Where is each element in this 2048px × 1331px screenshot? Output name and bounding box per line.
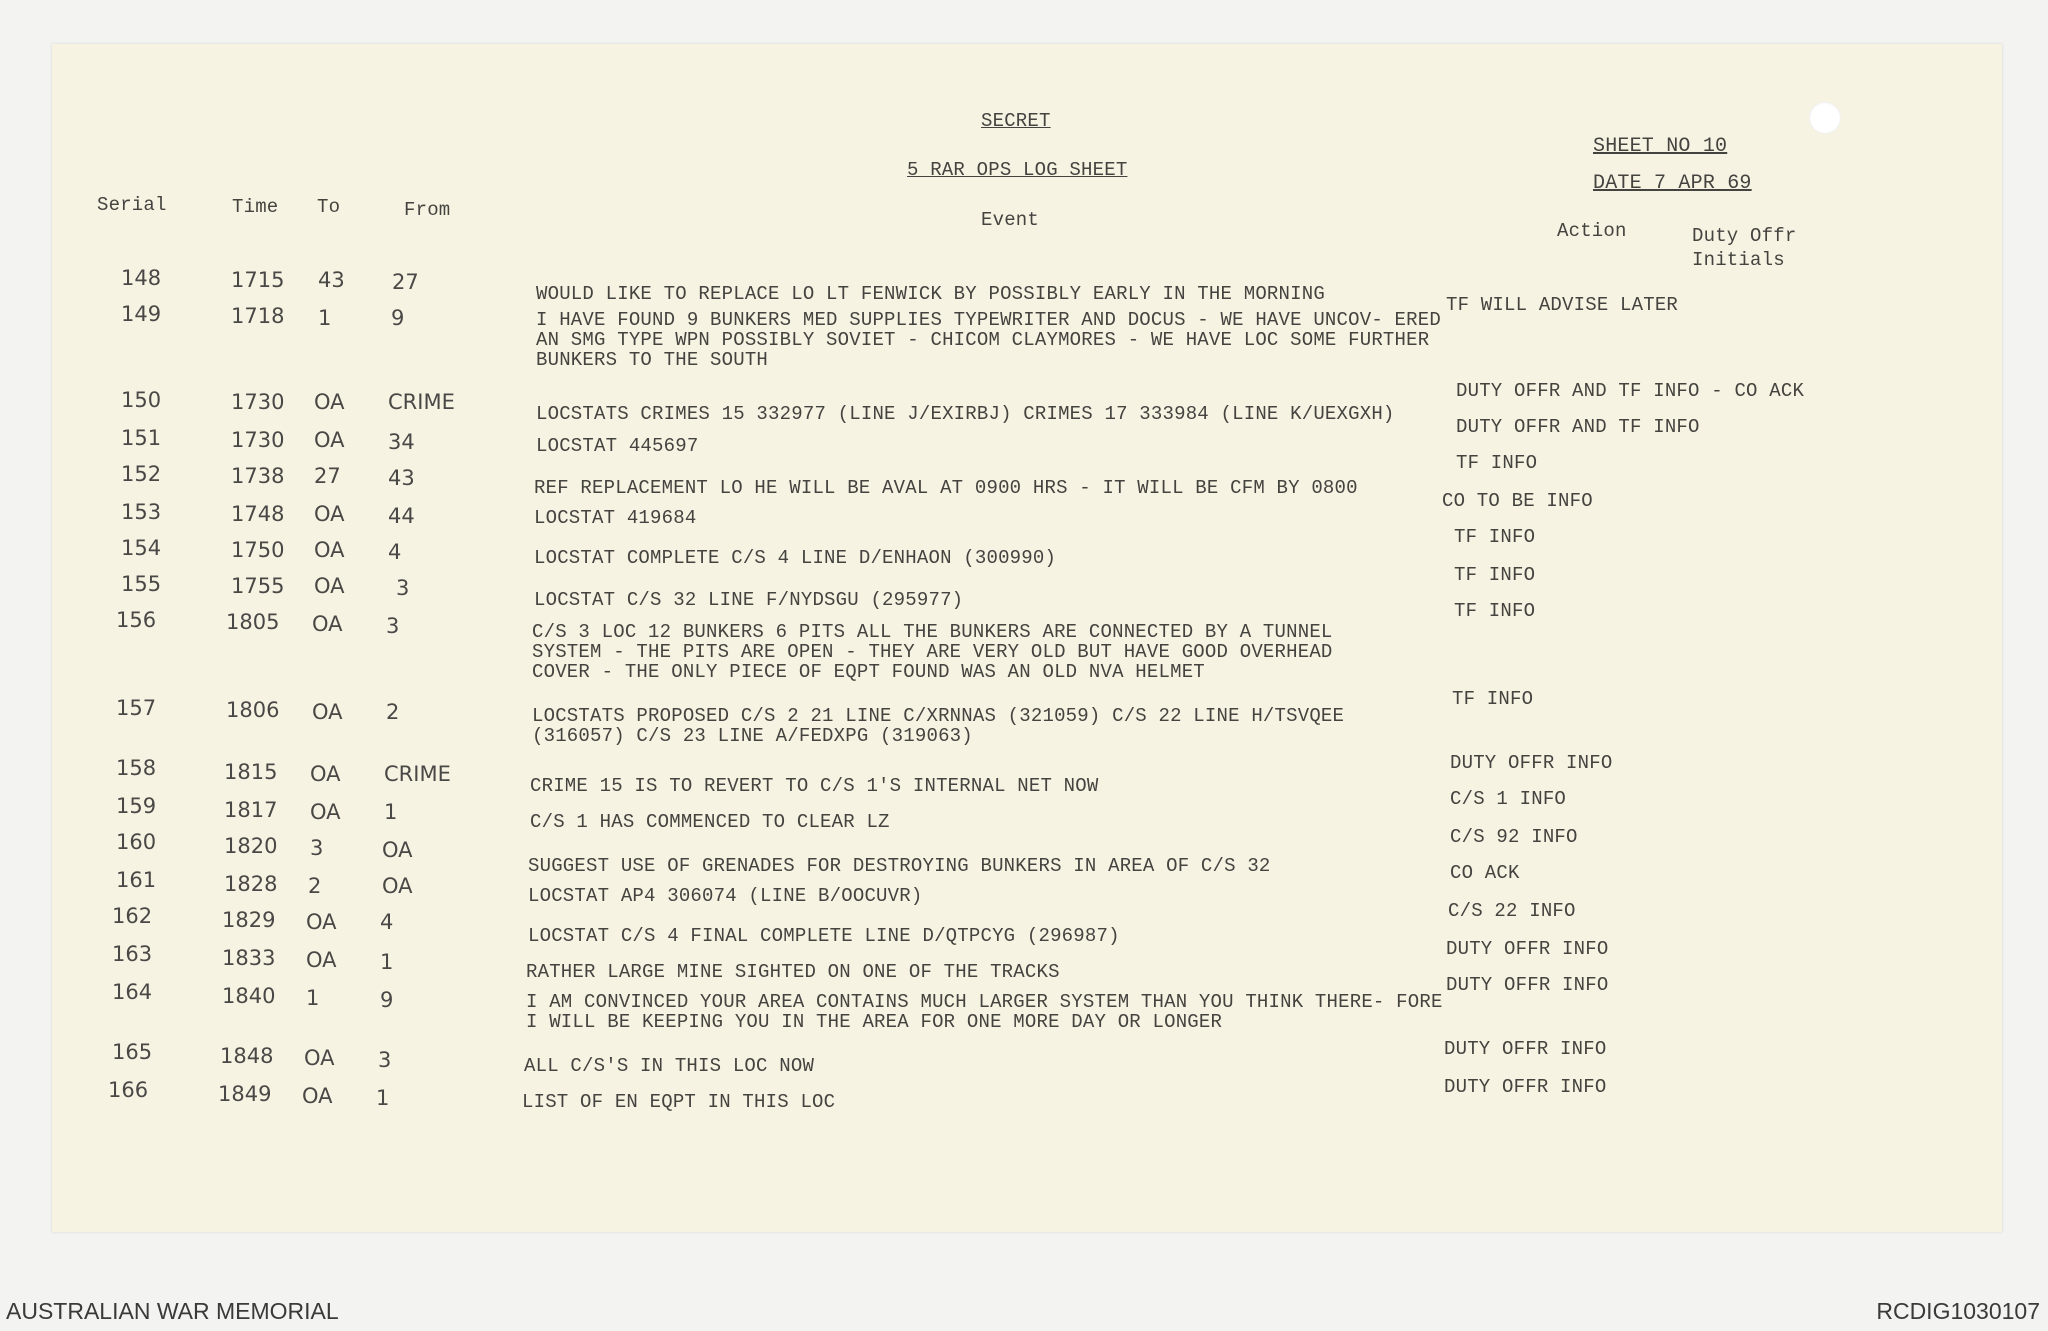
to-cell: 43 bbox=[318, 268, 345, 292]
action-cell: DUTY OFFR AND TF INFO - CO ACK bbox=[1456, 380, 1805, 402]
event-cell: C/S 3 LOC 12 BUNKERS 6 PITS ALL THE BUNKERS ARE CONNECTED BY A TUNNEL SYSTEM - THE PITS ARE OPEN - THEY ARE VERY OLD BUT HAVE GOOD OVERHEAD COVER - THE ONLY PIECE OF EQPT FOUND WAS AN OLD NVA HELMET bbox=[532, 621, 1333, 683]
from-cell: 4 bbox=[380, 910, 394, 934]
to-cell: OA bbox=[314, 574, 345, 598]
column-header-to: To bbox=[317, 196, 341, 218]
serial-cell: 166 bbox=[108, 1078, 149, 1102]
event-cell: CRIME 15 IS TO REVERT TO C/S 1'S INTERNAL NET NOW bbox=[530, 775, 1099, 797]
serial-cell: 157 bbox=[116, 696, 157, 720]
action-cell: CO TO BE INFO bbox=[1442, 490, 1593, 512]
to-cell: OA bbox=[314, 428, 345, 452]
column-header-serial: Serial bbox=[97, 194, 167, 216]
event-cell: LOCSTAT COMPLETE C/S 4 LINE D/ENHAON (300990) bbox=[534, 547, 1057, 569]
event-cell: LOCSTATS CRIMES 15 332977 (LINE J/EXIRBJ) CRIMES 17 333984 (LINE K/UEXGXH) bbox=[536, 403, 1395, 425]
serial-cell: 163 bbox=[112, 942, 153, 966]
action-cell: DUTY OFFR INFO bbox=[1450, 752, 1613, 774]
to-cell: OA bbox=[310, 800, 341, 824]
action-cell: C/S 92 INFO bbox=[1450, 826, 1578, 848]
from-cell: 27 bbox=[392, 270, 419, 294]
event-cell: C/S 1 HAS COMMENCED TO CLEAR LZ bbox=[530, 811, 890, 833]
from-cell: 43 bbox=[388, 466, 415, 490]
time-cell: 1730 bbox=[231, 428, 285, 452]
from-cell: OA bbox=[382, 874, 413, 898]
from-cell: 1 bbox=[376, 1086, 390, 1110]
to-cell: OA bbox=[310, 762, 341, 786]
from-cell: 1 bbox=[384, 800, 398, 824]
time-cell: 1748 bbox=[231, 502, 285, 526]
from-cell: 3 bbox=[386, 614, 400, 638]
action-cell: C/S 1 INFO bbox=[1450, 788, 1567, 810]
event-cell: LOCSTAT 419684 bbox=[534, 507, 697, 529]
serial-cell: 155 bbox=[121, 572, 162, 596]
from-cell: 4 bbox=[388, 540, 402, 564]
to-cell: OA bbox=[306, 948, 337, 972]
column-header-time: Time bbox=[232, 196, 279, 218]
event-cell: LOCSTATS PROPOSED C/S 2 21 LINE C/XRNNAS (321059) C/S 22 LINE H/TSVQEE (316057) C/S 23 LINE A/FEDXPG (319063) bbox=[532, 705, 1345, 747]
action-cell: CO ACK bbox=[1450, 862, 1520, 884]
from-cell: CRIME bbox=[388, 390, 455, 414]
time-cell: 1805 bbox=[226, 610, 280, 634]
from-cell: 3 bbox=[378, 1048, 392, 1072]
event-cell: ALL C/S'S IN THIS LOC NOW bbox=[524, 1055, 815, 1077]
time-cell: 1817 bbox=[224, 798, 278, 822]
to-cell: OA bbox=[312, 612, 343, 636]
from-cell: 9 bbox=[380, 988, 394, 1012]
serial-cell: 151 bbox=[121, 426, 162, 450]
time-cell: 1755 bbox=[231, 574, 285, 598]
action-cell: TF INFO bbox=[1454, 526, 1536, 548]
time-cell: 1828 bbox=[224, 872, 278, 896]
to-cell: OA bbox=[306, 910, 337, 934]
serial-cell: 154 bbox=[121, 536, 162, 560]
serial-cell: 150 bbox=[121, 388, 162, 412]
action-cell: DUTY OFFR INFO bbox=[1446, 938, 1609, 960]
archive-reference: RCDIG1030107 bbox=[1876, 1298, 2040, 1324]
from-cell: 3 bbox=[396, 576, 410, 600]
archive-attribution: AUSTRALIAN WAR MEMORIAL bbox=[6, 1298, 339, 1324]
column-header-initials: Duty Offr Initials bbox=[1692, 225, 1797, 271]
event-cell: I HAVE FOUND 9 BUNKERS MED SUPPLIES TYPEWRITER AND DOCUS - WE HAVE UNCOV- ERED AN SMG TYPE WPN POSSIBLY SOVIET - CHICOM CLAYMORES - WE HAVE LOC SOME FURTHER BUNKERS TO THE SOUTH bbox=[536, 309, 1441, 371]
action-cell: DUTY OFFR AND TF INFO bbox=[1456, 416, 1700, 438]
time-cell: 1730 bbox=[231, 390, 285, 414]
event-cell: LOCSTAT C/S 32 LINE F/NYDSGU (295977) bbox=[534, 589, 964, 611]
action-cell: TF INFO bbox=[1454, 600, 1536, 622]
time-cell: 1840 bbox=[222, 984, 276, 1008]
sheet-date: DATE 7 APR 69 bbox=[1593, 172, 1752, 195]
serial-cell: 164 bbox=[112, 980, 153, 1004]
to-cell: 2 bbox=[308, 874, 322, 898]
serial-cell: 162 bbox=[112, 904, 153, 928]
time-cell: 1833 bbox=[222, 946, 276, 970]
serial-cell: 158 bbox=[116, 756, 157, 780]
time-cell: 1738 bbox=[231, 464, 285, 488]
action-cell: TF INFO bbox=[1456, 452, 1538, 474]
to-cell: 1 bbox=[318, 306, 332, 330]
time-cell: 1829 bbox=[222, 908, 276, 932]
action-cell: DUTY OFFR INFO bbox=[1444, 1076, 1607, 1098]
from-cell: 1 bbox=[380, 950, 394, 974]
action-cell: DUTY OFFR INFO bbox=[1446, 974, 1609, 996]
time-cell: 1718 bbox=[231, 304, 285, 328]
to-cell: OA bbox=[314, 538, 345, 562]
event-cell: LOCSTAT AP4 306074 (LINE B/OOCUVR) bbox=[528, 885, 923, 907]
action-cell: C/S 22 INFO bbox=[1448, 900, 1576, 922]
from-cell: 34 bbox=[388, 430, 415, 454]
page-title: 5 RAR OPS LOG SHEET bbox=[907, 159, 1128, 181]
from-cell: 9 bbox=[391, 306, 405, 330]
to-cell: 3 bbox=[310, 836, 324, 860]
sheet-number: SHEET NO 10 bbox=[1593, 135, 1728, 158]
time-cell: 1848 bbox=[220, 1044, 274, 1068]
serial-cell: 161 bbox=[116, 868, 157, 892]
to-cell: OA bbox=[302, 1084, 333, 1108]
column-header-from: From bbox=[404, 199, 451, 221]
to-cell: 27 bbox=[314, 464, 341, 488]
action-cell: TF WILL ADVISE LATER bbox=[1446, 294, 1679, 316]
classification-marking: SECRET bbox=[981, 110, 1051, 132]
from-cell: 44 bbox=[388, 504, 415, 528]
column-header-action: Action bbox=[1557, 220, 1627, 242]
event-cell: SUGGEST USE OF GRENADES FOR DESTROYING BUNKERS IN AREA OF C/S 32 bbox=[528, 855, 1271, 877]
event-cell: LOCSTAT 445697 bbox=[536, 435, 699, 457]
event-cell: I AM CONVINCED YOUR AREA CONTAINS MUCH LARGER SYSTEM THAN YOU THINK THERE- FORE I WILL BE KEEPING YOU IN THE AREA FOR ONE MORE DAY OR LONGER bbox=[526, 991, 1443, 1033]
serial-cell: 165 bbox=[112, 1040, 153, 1064]
serial-cell: 156 bbox=[116, 608, 157, 632]
serial-cell: 160 bbox=[116, 830, 157, 854]
from-cell: OA bbox=[382, 838, 413, 862]
serial-cell: 148 bbox=[121, 266, 162, 290]
from-cell: CRIME bbox=[384, 762, 451, 786]
punch-hole bbox=[1809, 102, 1841, 134]
to-cell: OA bbox=[312, 700, 343, 724]
to-cell: 1 bbox=[306, 986, 320, 1010]
serial-cell: 149 bbox=[121, 302, 162, 326]
serial-cell: 153 bbox=[121, 500, 162, 524]
from-cell: 2 bbox=[386, 700, 400, 724]
event-cell: WOULD LIKE TO REPLACE LO LT FENWICK BY POSSIBLY EARLY IN THE MORNING bbox=[536, 283, 1325, 305]
column-header-event: Event bbox=[981, 209, 1040, 231]
time-cell: 1815 bbox=[224, 760, 278, 784]
action-cell: TF INFO bbox=[1452, 688, 1534, 710]
event-cell: LOCSTAT C/S 4 FINAL COMPLETE LINE D/QTPCYG (296987) bbox=[528, 925, 1120, 947]
to-cell: OA bbox=[304, 1046, 335, 1070]
event-cell: REF REPLACEMENT LO HE WILL BE AVAL AT 0900 HRS - IT WILL BE CFM BY 0800 bbox=[534, 477, 1358, 499]
serial-cell: 159 bbox=[116, 794, 157, 818]
time-cell: 1750 bbox=[231, 538, 285, 562]
action-cell: TF INFO bbox=[1454, 564, 1536, 586]
action-cell: DUTY OFFR INFO bbox=[1444, 1038, 1607, 1060]
serial-cell: 152 bbox=[121, 462, 162, 486]
time-cell: 1820 bbox=[224, 834, 278, 858]
to-cell: OA bbox=[314, 390, 345, 414]
time-cell: 1715 bbox=[231, 268, 285, 292]
event-cell: RATHER LARGE MINE SIGHTED ON ONE OF THE TRACKS bbox=[526, 961, 1060, 983]
time-cell: 1806 bbox=[226, 698, 280, 722]
to-cell: OA bbox=[314, 502, 345, 526]
event-cell: LIST OF EN EQPT IN THIS LOC bbox=[522, 1091, 836, 1113]
time-cell: 1849 bbox=[218, 1082, 272, 1106]
